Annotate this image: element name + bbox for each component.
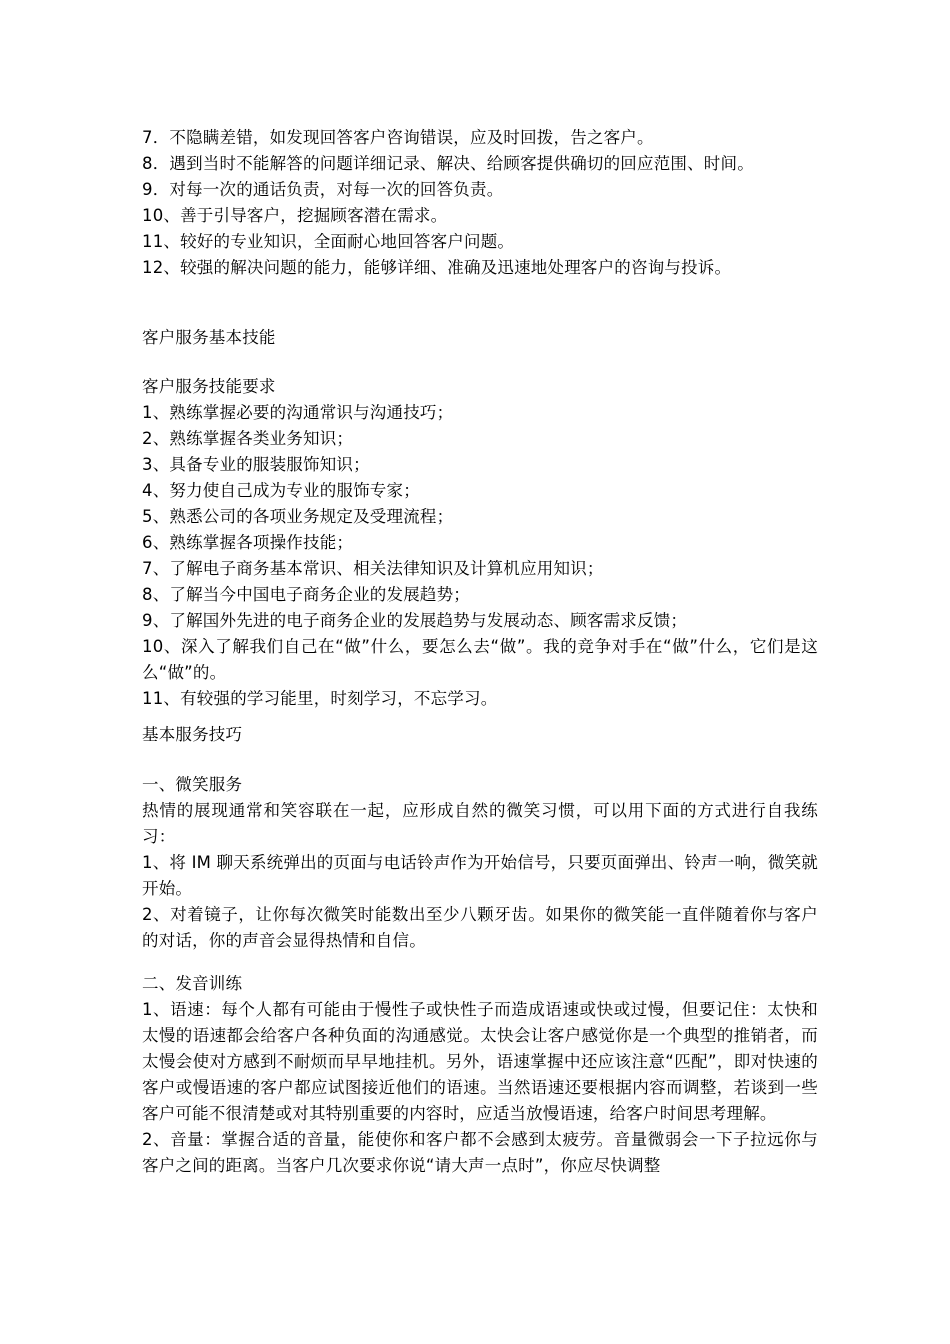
list-item: 7．不隐瞒差错，如发现回答客户咨询错误，应及时回拨，告之客户。 <box>142 128 654 147</box>
list-item: 12、较强的解决问题的能力，能够详细、准确及迅速地处理客户的咨询与投诉。 <box>142 258 732 277</box>
list-item: 8．遇到当时不能解答的问题详细记录、解决、给顾客提供确切的回应范围、时间。 <box>142 154 754 173</box>
list-item: 7、了解电子商务基本常识、相关法律知识及计算机应用知识； <box>142 559 604 578</box>
pronunciation-section <box>142 971 818 1179</box>
paragraph: 2、音量：掌握合适的音量，能使你和客户都不会感到太疲劳。音量微弱会一下子拉远你与客户之间的距离。当客户几次要求你说“请大声一点时”，你应尽快调整 <box>142 1130 818 1175</box>
list-item: 9．对每一次的通话负责，对每一次的回答负责。 <box>142 180 504 199</box>
paragraph: 2、对着镜子，让你每次微笑时能数出至少八颗牙齿。如果你的微笑能一直伴随着你与客户的对话，你的声音会显得热情和自信。 <box>142 905 818 950</box>
paragraph: 1、将 IM 聊天系统弹出的页面与电话铃声作为开始信号，只要页面弹出、铃声一响，微笑就开始。 <box>142 853 818 898</box>
section-title-basic-skills: 客户服务基本技能 <box>142 328 276 347</box>
list-item: 1、熟练掌握必要的沟通常识与沟通技巧； <box>142 403 454 422</box>
list-item: 4、努力使自己成为专业的服饰专家； <box>142 481 420 500</box>
list-item: 10、善于引导客户，挖掘顾客潜在需求。 <box>142 206 448 225</box>
paragraph: 热情的展现通常和笑容联在一起，应形成自然的微笑习惯，可以用下面的方式进行自我练习： <box>142 801 818 846</box>
smile-service-section <box>142 772 818 954</box>
list-item: 6、熟练掌握各项操作技能； <box>142 533 354 552</box>
list-item: 9、了解国外先进的电子商务企业的发展趋势与发展动态、顾客需求反馈； <box>142 611 688 630</box>
subsection-title: 二、发音训练 <box>142 974 243 993</box>
list-item: 11、较好的专业知识，全面耐心地回答客户问题。 <box>142 232 515 251</box>
intro-list <box>142 125 818 281</box>
section-title-service-tips: 基本服务技巧 <box>142 725 243 744</box>
subsection-title: 客户服务技能要求 <box>142 377 276 396</box>
skills-requirements <box>142 374 818 712</box>
list-item: 11、有较强的学习能里，时刻学习，不忘学习。 <box>142 689 498 708</box>
subsection-title: 一、微笑服务 <box>142 775 243 794</box>
list-item: 3、具备专业的服装服饰知识； <box>142 455 370 474</box>
list-item: 10、深入了解我们自己在“做”什么，要怎么去“做”。我的竞争对手在“做”什么，它们是这么“做”的。 <box>142 637 818 682</box>
list-item: 8、了解当今中国电子商务企业的发展趋势； <box>142 585 470 604</box>
list-item: 5、熟悉公司的各项业务规定及受理流程； <box>142 507 454 526</box>
paragraph: 1、语速：每个人都有可能由于慢性子或快性子而造成语速或快或过慢，但要记住：太快和太慢的语速都会给客户各种负面的沟通感觉。太快会让客户感觉你是一个典型的推销者，而太慢会使对方感到不耐烦而早早地挂机。另外，语速掌握中还应该注意“匹配”，即对快速的客户或慢语速的客户都应试图接近他们的语速。当然语速还要根据内容而调整，若谈到一些客户可能不很清楚或对其特别重要的内容时，应适当放慢语速，给客户时间思考理解。 <box>142 1000 818 1123</box>
list-item: 2、熟练掌握各类业务知识； <box>142 429 354 448</box>
